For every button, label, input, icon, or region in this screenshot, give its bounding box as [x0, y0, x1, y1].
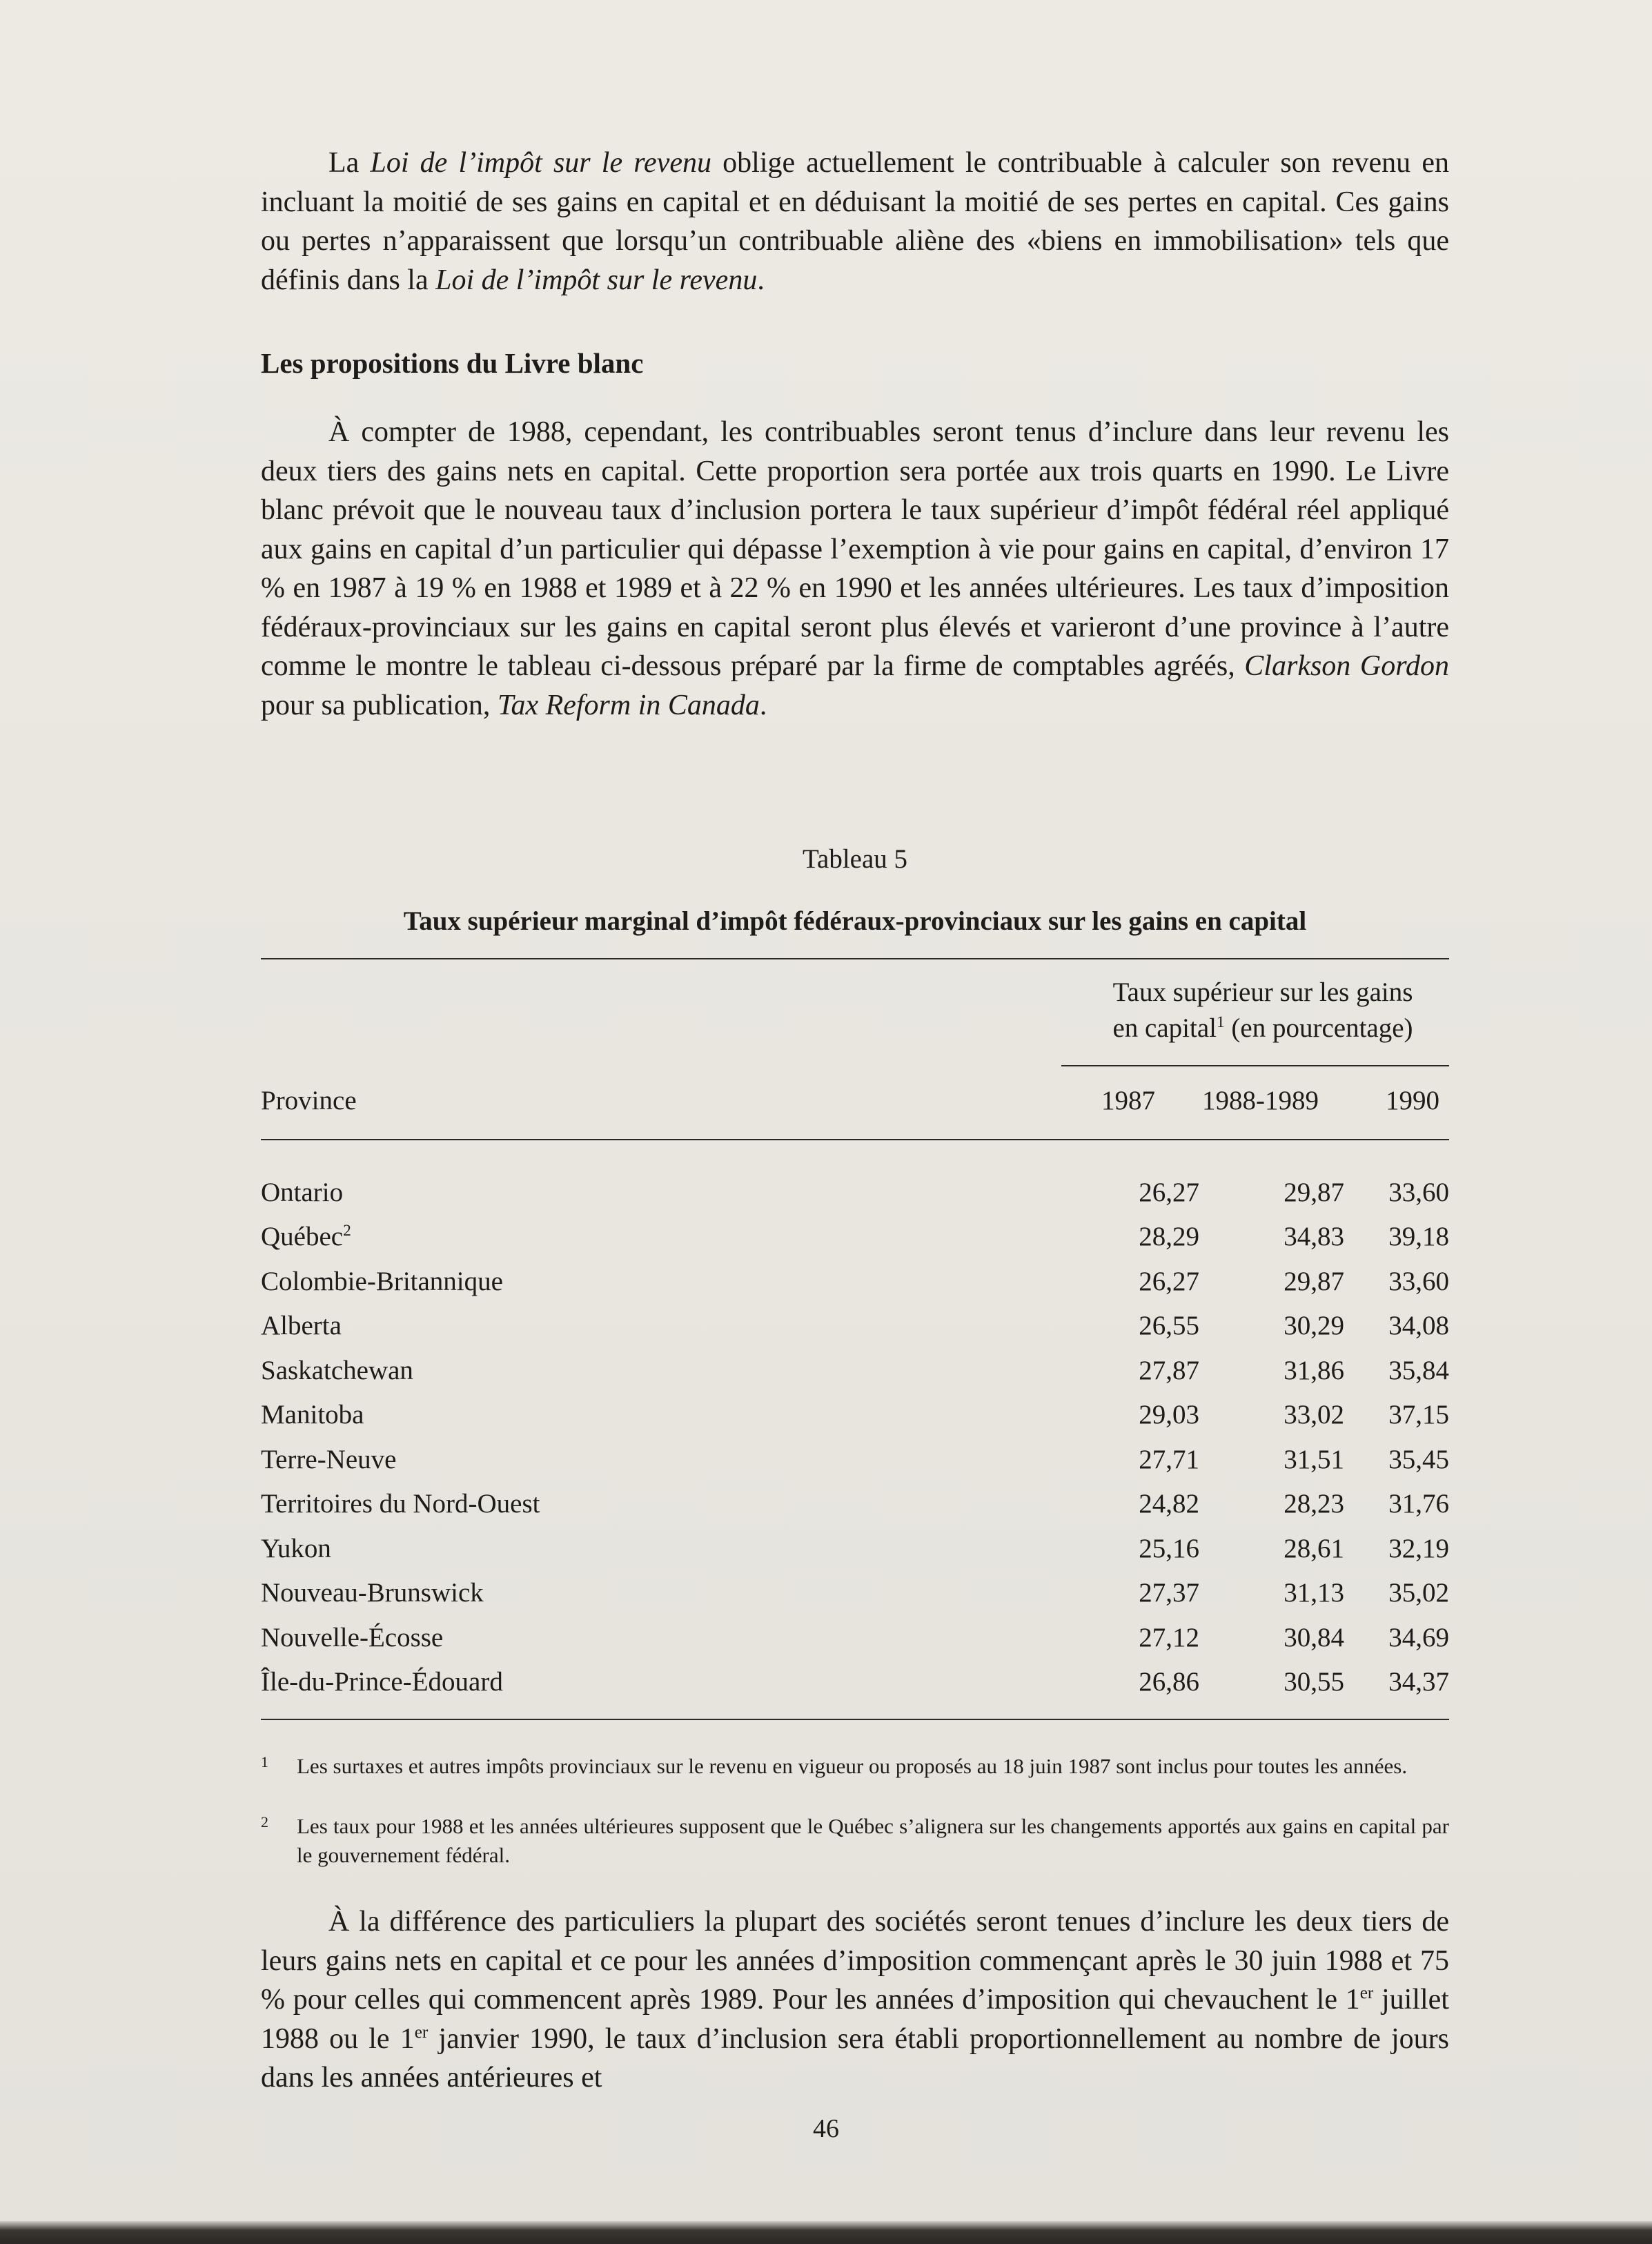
table-row — [261, 1215, 1449, 1260]
province-name: Île-du-Prince-Édouard — [261, 1667, 503, 1697]
rate-1987-cell: 26,55 — [1139, 1311, 1199, 1341]
col-header-1990: 1990 — [1386, 1086, 1439, 1115]
page-number: 46 — [813, 2114, 839, 2143]
province-name: Québec — [261, 1222, 344, 1252]
footnote-mark: 2 — [261, 1813, 268, 1831]
rate-1988-1989-cell: 30,84 — [1284, 1622, 1344, 1652]
rate-1990-cell: 34,08 — [1388, 1311, 1449, 1341]
col-header-province: Province — [261, 1086, 357, 1115]
ordinal-sup: er — [414, 2022, 429, 2042]
province-name: Saskatchewan — [261, 1355, 413, 1385]
province-name: Terre-Neuve — [261, 1444, 397, 1474]
text-run: juillet 1988 ou le 1 — [261, 1984, 1449, 2055]
province-cell — [261, 1526, 1075, 1571]
text-run: À compter de 1988, cependant, les contribuables seront tenus d’inclure dans leur revenu les deux tiers des gains nets en capital. Cette proportion sera portée aux trois quarts en 1990. Le Livre blanc prévoit que le nouveau taux d’inclusion portera le taux supérieur d’impôt fédéral réel appliqué aux gains en capital d’un particulier qui dépasse l’exemption à vie pour gains en capital, d’environ 17 % en 1987 à 19 % en 1988 et 1989 et à 22 % en 1990 et les années ultérieures. Les taux d’imposition fédéraux-provinciaux sur les gains en capital seront plus élevés et varieront d’une province à l’autre comme le montre le tableau ci-dessous préparé par la firme de comptables agréés, — [261, 416, 1449, 682]
table-row — [261, 1615, 1449, 1660]
province-name: Nouvelle-Écosse — [261, 1622, 444, 1652]
rate-1988-1989-cell: 31,86 — [1284, 1355, 1344, 1385]
group-header-line-2 — [1076, 1011, 1449, 1046]
table-row — [261, 1660, 1449, 1705]
text-run: (en pourcentage) — [1224, 1013, 1413, 1043]
province-name: Manitoba — [261, 1400, 364, 1430]
province-cell — [261, 1304, 1075, 1349]
province-cell — [261, 1170, 1075, 1215]
province-cell — [261, 1660, 1075, 1705]
province-name: Territoires du Nord-Ouest — [261, 1489, 540, 1519]
rate-1990-cell: 35,02 — [1388, 1578, 1449, 1608]
province-cell — [261, 1348, 1075, 1393]
table-row — [261, 1482, 1449, 1527]
paragraph-3-text — [261, 1902, 1449, 2098]
table-row — [261, 1170, 1449, 1215]
rate-1988-1989-cell: 33,02 — [1284, 1400, 1344, 1430]
table-row — [261, 1304, 1449, 1349]
province-name: Colombie-Britannique — [261, 1266, 503, 1296]
law-name-italic: Loi de l’impôt sur le revenu — [435, 264, 758, 296]
rate-1988-1989-cell: 31,13 — [1284, 1578, 1344, 1608]
table-caption: Tableau 5 — [802, 844, 908, 874]
province-name: Yukon — [261, 1533, 331, 1563]
rate-1987-cell: 26,86 — [1139, 1667, 1199, 1697]
table-row — [261, 1526, 1449, 1571]
col-header-1988-1989: 1988-1989 — [1202, 1086, 1319, 1115]
text-run: janvier 1990, le taux d’inclusion sera établi proportionnellement au nombre de jours dans les années antérieures et — [261, 2022, 1450, 2094]
paragraph-1-text — [261, 144, 1449, 300]
group-header — [1076, 975, 1449, 1046]
header-bottom-rule — [261, 1139, 1449, 1140]
footnote-2 — [261, 1812, 1449, 1870]
rate-1990-cell: 33,60 — [1388, 1266, 1449, 1296]
rate-1990-cell: 33,60 — [1388, 1177, 1449, 1207]
law-name-italic: Loi de l’impôt sur le revenu — [370, 147, 711, 179]
rate-1987-cell: 28,29 — [1139, 1222, 1199, 1252]
rate-1987-cell: 29,03 — [1139, 1400, 1199, 1430]
province-name: Alberta — [261, 1311, 342, 1341]
paragraph-3 — [261, 1902, 1449, 2098]
text-run: À la différence des particuliers la plupart des sociétés seront tenues d’inclure les deux tiers de leurs gains nets en capital et ce pour les années d’imposition commençant après le 30 juin 1988 et 75 % pour celles qui commencent après 1989. Pour les années d’imposition qui chevauchent le 1 — [261, 1906, 1449, 2016]
table-row — [261, 1348, 1449, 1393]
rate-1987-cell: 27,37 — [1139, 1578, 1199, 1608]
publication-italic: Tax Reform in Canada — [497, 689, 760, 721]
rate-1987-cell: 25,16 — [1139, 1533, 1199, 1563]
rate-1987-cell: 27,12 — [1139, 1622, 1199, 1652]
rate-1990-cell: 39,18 — [1388, 1222, 1449, 1252]
table-row — [261, 1259, 1449, 1304]
rate-1990-cell: 37,15 — [1388, 1400, 1449, 1430]
table-row — [261, 1393, 1449, 1438]
group-header-line-1: Taux supérieur sur les gains — [1112, 977, 1413, 1007]
text-run: oblige actuellement le contribuable à calculer son revenu en incluant la moitié de ses gains en capital et en déduisant la moitié de ses pertes en capital. Ces gains ou pertes n’apparaissent que lorsqu’un contribuable aliène des «biens en immobilisation» tels que définis dans la — [261, 147, 1449, 296]
footnote-mark: 1 — [261, 1753, 268, 1770]
rate-1987-cell: 26,27 — [1139, 1266, 1199, 1296]
section-heading: Les propositions du Livre blanc — [261, 347, 644, 379]
paragraph-1 — [261, 144, 1449, 300]
text-run: La — [328, 147, 371, 179]
rate-1988-1989-cell: 31,51 — [1284, 1444, 1344, 1474]
footnote-1 — [261, 1752, 1449, 1781]
rate-1990-cell: 34,37 — [1388, 1667, 1449, 1697]
text-run: . — [759, 689, 767, 721]
paragraph-2-text — [261, 413, 1449, 725]
rate-1990-cell: 35,84 — [1388, 1355, 1449, 1385]
rate-1990-cell: 31,76 — [1388, 1489, 1449, 1519]
text-run: . — [757, 264, 765, 296]
rate-1988-1989-cell: 28,61 — [1284, 1533, 1344, 1563]
province-name: Nouveau-Brunswick — [261, 1578, 484, 1608]
province-cell — [261, 1437, 1075, 1482]
province-cell — [261, 1615, 1075, 1660]
province-cell — [261, 1571, 1075, 1616]
rate-1987-cell: 26,27 — [1139, 1177, 1199, 1207]
rate-1988-1989-cell: 34,83 — [1284, 1222, 1344, 1252]
province-cell — [261, 1259, 1075, 1304]
col-header-1987: 1987 — [1101, 1086, 1155, 1115]
province-cell — [261, 1215, 1075, 1260]
firm-name-italic: Clarkson Gordon — [1244, 650, 1449, 682]
rate-1990-cell: 35,45 — [1388, 1444, 1449, 1474]
rate-1988-1989-cell: 30,29 — [1284, 1311, 1344, 1341]
rate-1988-1989-cell: 29,87 — [1284, 1266, 1344, 1296]
footnote-ref: 1 — [1216, 1013, 1225, 1031]
table-title: Taux supérieur marginal d’impôt fédéraux-provinciaux sur les gains en capital — [403, 906, 1307, 936]
rate-1988-1989-cell: 28,23 — [1284, 1489, 1344, 1519]
rate-1987-cell: 24,82 — [1139, 1489, 1199, 1519]
province-cell — [261, 1482, 1075, 1527]
table-row — [261, 1437, 1449, 1482]
scan-bottom-edge — [0, 2221, 1652, 2244]
text-run: pour sa publication, — [261, 689, 498, 721]
rate-1987-cell: 27,87 — [1139, 1355, 1199, 1385]
footnote-text: Les surtaxes et autres impôts provinciaux sur le revenu en vigueur ou proposés au 18 juin 1987 sont inclus pour toutes les années. — [297, 1754, 1408, 1778]
rate-1988-1989-cell: 29,87 — [1284, 1177, 1344, 1207]
text-run: en capital — [1112, 1013, 1217, 1043]
ordinal-sup: er — [1359, 1984, 1374, 2002]
rate-1988-1989-cell: 30,55 — [1284, 1667, 1344, 1697]
rate-1990-cell: 34,69 — [1388, 1622, 1449, 1652]
footnote-text: Les taux pour 1988 et les années ultérieures supposent que le Québec s’alignera sur les changements apportés aux gains en capital par le gouvernement fédéral. — [297, 1814, 1449, 1867]
tax-rate-table — [261, 1170, 1449, 1704]
table-top-rule — [261, 958, 1449, 959]
rate-1990-cell: 32,19 — [1388, 1533, 1449, 1563]
group-header-rule — [1061, 1065, 1449, 1066]
table-row — [261, 1571, 1449, 1616]
footnote-ref: 2 — [343, 1222, 351, 1240]
table-bottom-rule — [261, 1719, 1449, 1720]
province-name: Ontario — [261, 1177, 344, 1207]
rate-1987-cell: 27,71 — [1139, 1444, 1199, 1474]
paragraph-2 — [261, 413, 1449, 725]
province-cell — [261, 1393, 1075, 1438]
